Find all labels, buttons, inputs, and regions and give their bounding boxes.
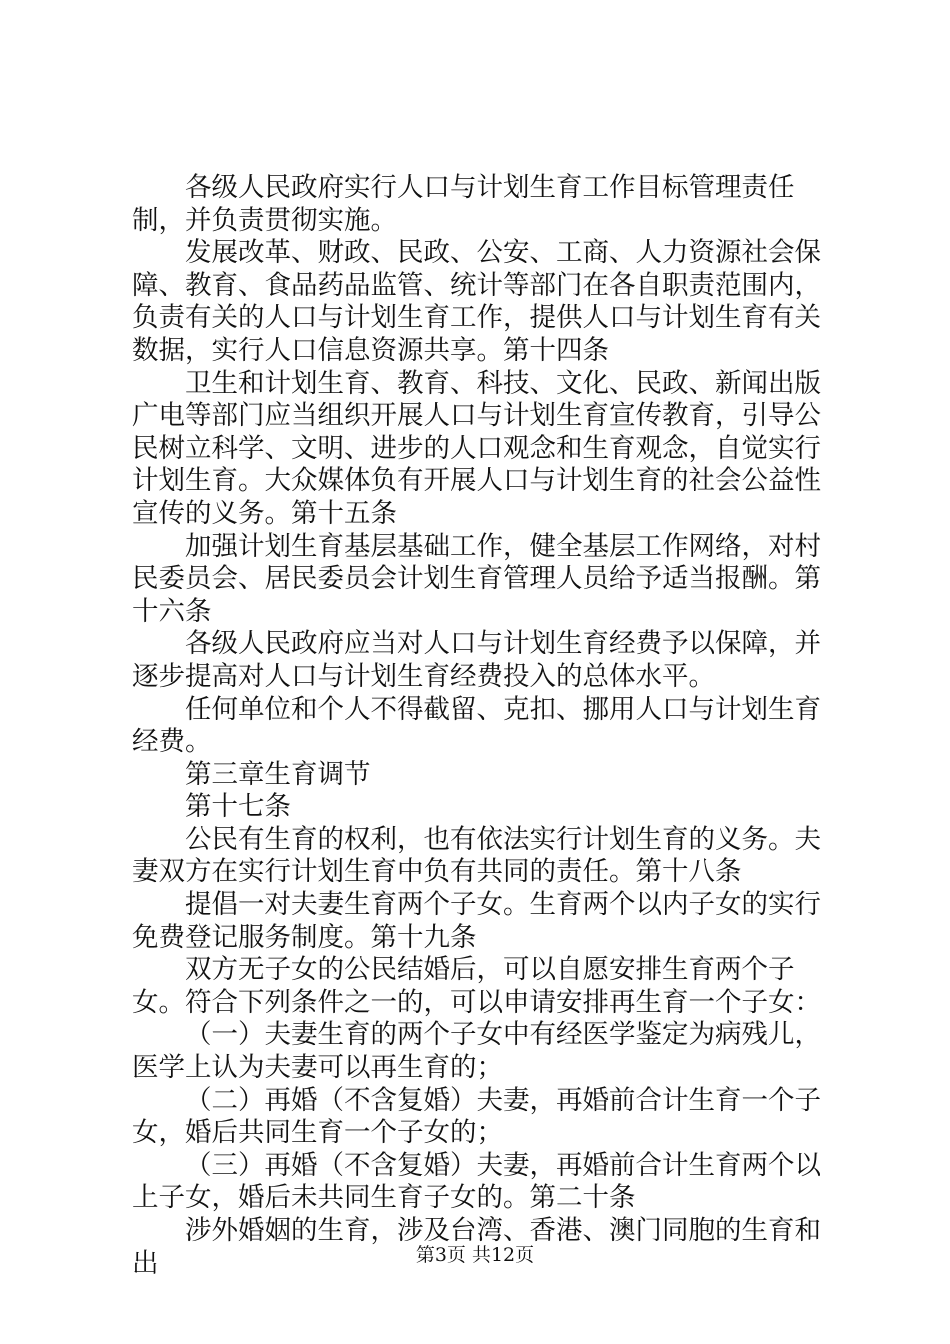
paragraph: 各级人民政府实行人口与计划生育工作目标管理责任制，并负责贯彻实施。 [132, 172, 795, 236]
paragraph: 发展改革、财政、民政、公安、工商、人力资源社会保障、教育、食品药品监管、统计等部门在各自职责范围内，负责有关的人口与计划生育工作，提供人口与计划生育有关数据，实行人口信息资源共享。第十四条 [132, 237, 821, 366]
list-item: （三）再婚（不含复婚）夫妻，再婚前合计生育两个以上子女，婚后未共同生育子女的。第二十条 [132, 1149, 821, 1214]
paragraph: 任何单位和个人不得截留、克扣、挪用人口与计划生育经费。 [132, 693, 821, 758]
paragraph: 加强计划生育基层基础工作，健全基层工作网络，对村民委员会、居民委员会计划生育管理人员给予适当报酬。第十六条 [132, 530, 821, 627]
list-item: （一）夫妻生育的两个子女中有经医学鉴定为病残儿，医学上认为夫妻可以再生育的； [132, 1019, 821, 1084]
page-footer: 第3页 共12页 [415, 1244, 535, 1266]
article-heading: 第十七条 [185, 791, 291, 823]
paragraph: 各级人民政府应当对人口与计划生育经费予以保障，并逐步提高对人口与计划生育经费投入的总体水平。 [132, 628, 821, 692]
document-body [132, 172, 832, 1280]
chapter-heading: 第三章生育调节 [185, 758, 371, 790]
paragraph: 卫生和计划生育、教育、科技、文化、民政、新闻出版广电等部门应当组织开展人口与计划生育宣传教育，引导公民树立科学、文明、进步的人口观念和生育观念，自觉实行计划生育。大众媒体负有开展人口与计划生育的社会公益性宣传的义务。第十五条 [132, 367, 821, 529]
list-item: （二）再婚（不含复婚）夫妻，再婚前合计生育一个子女，婚后共同生育一个子女的； [132, 1084, 821, 1149]
paragraph: 公民有生育的权利，也有依法实行计划生育的义务。夫妻双方在实行计划生育中负有共同的责任。第十八条 [132, 823, 821, 888]
paragraph: 提倡一对夫妻生育两个子女。生育两个以内子女的实行免费登记服务制度。第十九条 [132, 889, 821, 953]
paragraph: 涉外婚姻的生育，涉及台湾、香港、澳门同胞的生育和出 [132, 1215, 821, 1279]
paragraph: 双方无子女的公民结婚后，可以自愿安排生育两个子女。符合下列条件之一的，可以申请安排再生育一个子女： [132, 954, 821, 1018]
